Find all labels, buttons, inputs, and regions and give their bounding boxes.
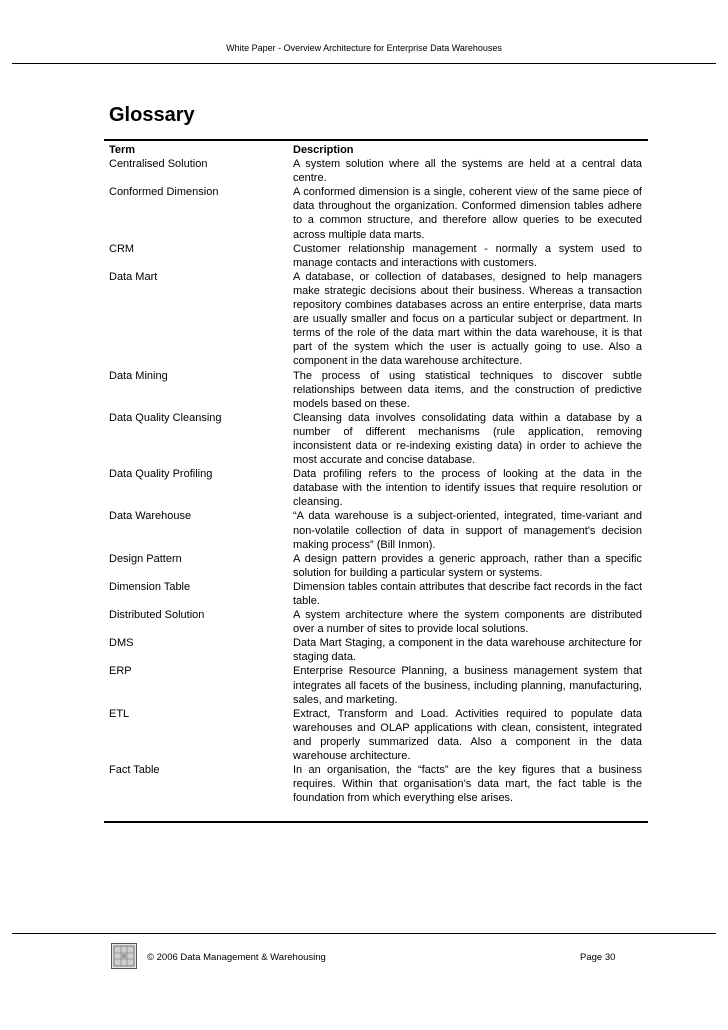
glossary-row bbox=[109, 608, 642, 636]
glossary-row bbox=[109, 636, 642, 664]
glossary-term: Design Pattern bbox=[109, 552, 182, 565]
glossary-description: A system architecture where the system components are distributed over a number of sites to provide local solutions. bbox=[293, 609, 642, 636]
glossary-description: Enterprise Resource Planning, a business management system that integrates all facets of the business, including planning, manufacturing, sales, and marketing. bbox=[293, 665, 642, 706]
footer-page-number: Page 30 bbox=[580, 952, 616, 963]
glossary-description: Extract, Transform and Load. Activities required to populate data warehouses and OLAP applications with clean, consistent, integrated and properly summarized data. Also a component in the data warehouse architecture. bbox=[293, 707, 642, 763]
glossary-header-row bbox=[109, 143, 642, 157]
glossary-row bbox=[109, 270, 642, 369]
description-column-header: Description bbox=[293, 144, 354, 156]
page-header-title: White Paper - Overview Architecture for Enterprise Data Warehouses bbox=[226, 43, 502, 53]
glossary-description: Cleansing data involves consolidating data within a database by a number of different mechanisms (rule application, removing inconsistent data or re-indexing existing data) in order to achieve the most accurate and concise database. bbox=[293, 411, 642, 467]
glossary-term: Data Quality Profiling bbox=[109, 468, 213, 481]
glossary-description: A conformed dimension is a single, coherent view of the same piece of data throughout the organization. Conformed dimension tables adhere to a common structure, and therefore allow queries to be executed across multiple data marts. bbox=[293, 186, 642, 241]
glossary-description: Data profiling refers to the process of looking at the data in the database with the intention to identify issues that require resolution or cleansing. bbox=[293, 468, 642, 509]
glossary-term: ERP bbox=[109, 665, 132, 678]
glossary-description: Data Mart Staging, a component in the data warehouse architecture for staging data. bbox=[293, 637, 642, 664]
glossary-description: The process of using statistical techniques to discover subtle relationships between data items, and the construction of predictive models based on these. bbox=[293, 369, 642, 410]
glossary-term: Dimension Table bbox=[109, 580, 191, 593]
glossary-description: Customer relationship management - normally a system used to manage contacts and interactions with customers. bbox=[293, 242, 642, 269]
glossary-row bbox=[109, 707, 642, 763]
glossary-row bbox=[109, 763, 642, 805]
glossary-term: Data Quality Cleansing bbox=[109, 411, 222, 424]
glossary-description: In an organisation, the “facts” are the key figures that a business requires. Within that organisation’s data mart, the fact table is the foundation from which everything else arises. bbox=[293, 764, 642, 805]
glossary-row bbox=[109, 242, 642, 270]
glossary-description: Dimension tables contain attributes that describe fact records in the fact table. bbox=[293, 580, 642, 607]
glossary-row bbox=[109, 509, 642, 551]
glossary-row bbox=[109, 411, 642, 467]
glossary-row bbox=[109, 467, 642, 509]
section-title: Glossary bbox=[109, 104, 195, 126]
glossary-description: A design pattern provides a generic approach, rather than a specific solution for building a particular system or systems. bbox=[293, 552, 642, 579]
glossary-row bbox=[109, 185, 642, 241]
header-divider bbox=[12, 63, 716, 64]
glossary-row bbox=[109, 552, 642, 580]
glossary-row bbox=[109, 369, 642, 411]
glossary-row bbox=[109, 580, 642, 608]
glossary-term: ETL bbox=[109, 707, 130, 720]
title-divider bbox=[104, 139, 648, 141]
glossary-description: A database, or collection of databases, designed to help managers make strategic decisions about their business. Whereas a transaction repository combines databases across an entire enterprise, data marts are usually smaller and focus on a particular subject or department. In terms of the role of the data mart within the data warehouse, it is that part of the system which the user is actually going to use. Also a component in the data warehouse architecture. bbox=[293, 270, 642, 368]
glossary-term: Data Mining bbox=[109, 369, 168, 382]
glossary-term: Data Mart bbox=[109, 270, 158, 283]
glossary-term: Centralised Solution bbox=[109, 158, 208, 171]
glossary-row bbox=[109, 664, 642, 706]
glossary-description: A system solution where all the systems are held at a central data centre. bbox=[293, 158, 642, 185]
glossary-term: Fact Table bbox=[109, 764, 160, 777]
glossary-description: “A data warehouse is a subject-oriented, integrated, time-variant and non-volatile collection of data in support of management's decision making process” (Bill Inmon). bbox=[293, 510, 642, 551]
glossary-term: CRM bbox=[109, 242, 135, 255]
company-logo-icon bbox=[111, 943, 137, 969]
glossary-term: Data Warehouse bbox=[109, 510, 192, 523]
footer-divider bbox=[12, 933, 716, 934]
table-bottom-divider bbox=[104, 821, 648, 823]
glossary-table bbox=[109, 143, 642, 805]
glossary-row bbox=[109, 157, 642, 185]
term-column-header: Term bbox=[109, 144, 136, 156]
glossary-term: DMS bbox=[109, 637, 134, 650]
glossary-term: Conformed Dimension bbox=[109, 186, 219, 199]
glossary-term: Distributed Solution bbox=[109, 609, 205, 622]
footer-copyright: © 2006 Data Management & Warehousing bbox=[147, 952, 326, 963]
